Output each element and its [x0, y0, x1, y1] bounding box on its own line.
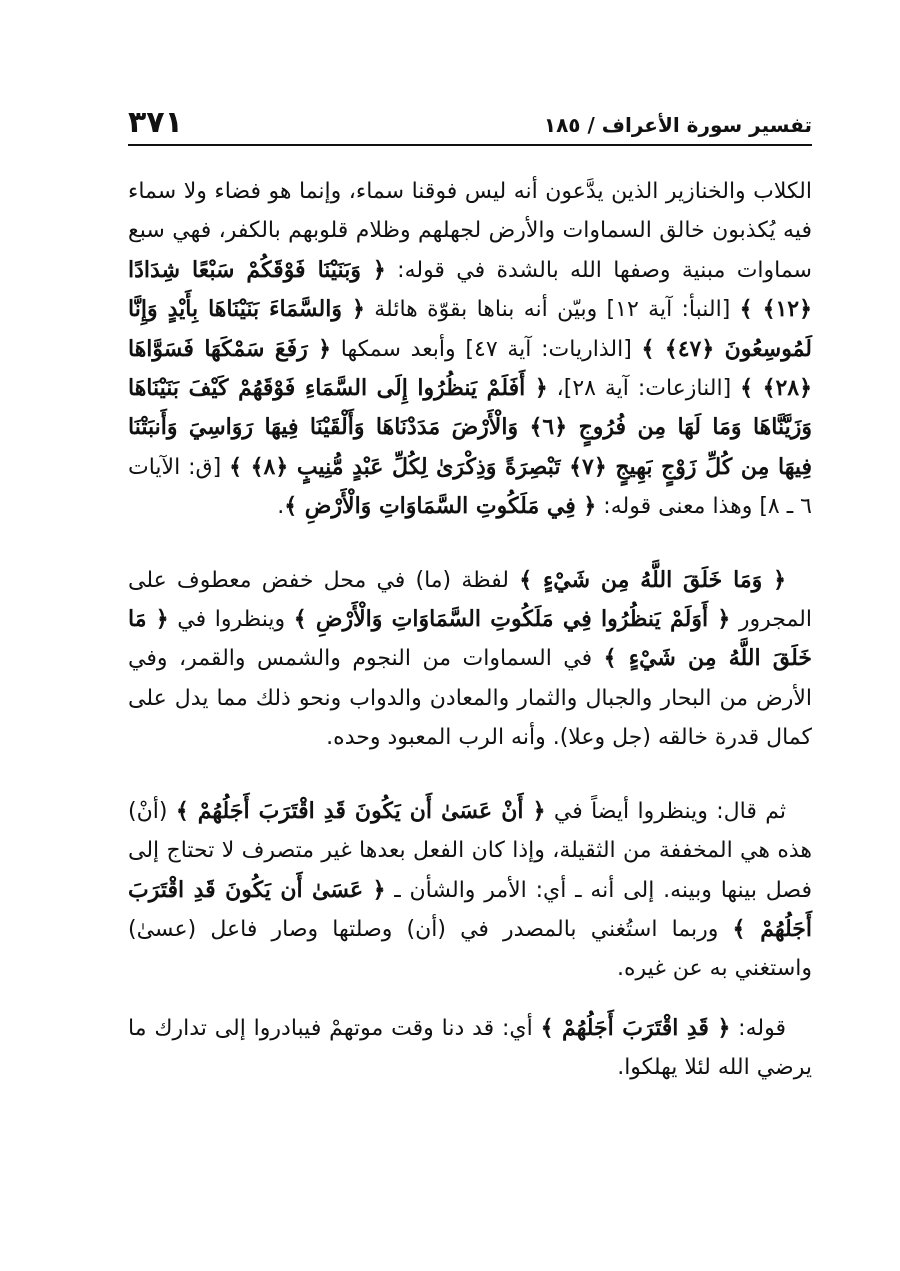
- paragraph-2: [128, 561, 812, 758]
- quran-verse: ﴿ قَدِ اقْتَرَبَ أَجَلُهُمْ ﴾: [540, 1014, 731, 1041]
- quran-verse: ﴿ وَبَنَيْنَا فَوْقَكُمْ سَبْعًا شِدَادًا ﴿١٢﴾ ﴾: [128, 256, 812, 323]
- text-segment: .: [277, 494, 285, 520]
- text-segment: في السماوات من النجوم والشمس والقمر، وفي الأرض من البحار والجبال والثمار والمعادن والدواب ونحو ذلك مما يدل على كمال قدرة خالقه (جل وعلا). وأنه الرب المعبود وحده.: [128, 646, 812, 751]
- quran-verse: ﴿ رَفَعَ سَمْكَهَا فَسَوَّاهَا ﴿٢٨﴾ ﴾: [128, 335, 812, 402]
- text-segment: ثم قال: وينظروا أيضاً في: [545, 798, 786, 824]
- text-segment: لفظة (ما) في محل خفض معطوف على المجرور: [128, 567, 812, 633]
- text-segment: وينظروا في: [168, 607, 294, 633]
- quran-verse: ﴿ وَالسَّمَاءَ بَنَيْنَاهَا بِأَيْدٍ وَإِنَّا لَمُوسِعُونَ ﴿٤٧﴾ ﴾: [128, 296, 812, 362]
- quran-verse: ﴿ مَا خَلَقَ اللَّهُ مِن شَيْءٍ ﴾: [128, 606, 812, 672]
- quran-verse: ﴿ عَسَىٰ أَن يَكُونَ قَدِ اقْتَرَبَ أَجَلُهُمْ ﴾: [128, 876, 812, 942]
- page-number: ٣٧١: [128, 105, 183, 140]
- text-segment: [الذاريات: آية ٤٧] وأبعد سمكها: [331, 336, 642, 362]
- quran-verse: ﴿ فِي مَلَكُوتِ السَّمَاوَاتِ وَالْأَرْضِ ﴾: [284, 493, 597, 520]
- text-segment: وربما استُغني بالمصدر في (أن) وصلتها وصار فاعل (عسىٰ) واستغني به عن غيره.: [128, 916, 812, 982]
- paragraph-1: [128, 172, 812, 527]
- text-segment: [ق: الآيات ٦ ـ ٨] وهذا معنى قوله:: [128, 454, 812, 520]
- book-page: [128, 104, 812, 1224]
- text-segment: [النازعات: آية ٢٨]،: [547, 376, 741, 402]
- running-title: تفسير سورة الأعراف / ١٨٥: [543, 113, 812, 137]
- running-header: [128, 104, 812, 146]
- quran-verse: ﴿ أَفَلَمْ يَنظُرُوا إِلَى السَّمَاءِ فَوْقَهُمْ كَيْفَ بَنَيْنَاهَا وَزَيَّنَّاهَا وَمَا لَهَا مِن فُرُوجٍ ﴿٦﴾ وَالْأَرْضَ مَدَدْنَاهَا وَأَلْقَيْنَا فِيهَا رَوَاسِيَ وَأَنبَتْنَا فِيهَا مِن كُلِّ زَوْجٍ بَهِيجٍ ﴿٧﴾ تَبْصِرَةً وَذِكْرَىٰ لِكُلِّ عَبْدٍ مُّنِيبٍ ﴿٨﴾ ﴾: [128, 375, 812, 480]
- text-segment: [النبأ: آية ١٢] وبيّن أنه بناها بقوّة هائلة: [364, 297, 740, 323]
- text-segment: أي: قد دنا وقت موتهمْ فيبادروا إلى تدارك ما يرضي الله لئلا يهلكوا.: [128, 1015, 812, 1081]
- body-text: [128, 172, 812, 1088]
- quran-verse: ﴿ أَوَلَمْ يَنظُرُوا فِي مَلَكُوتِ السَّمَاوَاتِ وَالْأَرْضِ ﴾: [293, 606, 731, 633]
- quran-verse: ﴿ أَنْ عَسَىٰ أَن يَكُونَ قَدِ اقْتَرَبَ أَجَلُهُمْ ﴾: [175, 797, 546, 824]
- paragraph-4: [128, 1009, 812, 1088]
- text-segment: (أنْ) هذه هي المخففة من الثقيلة، وإذا كان الفعل بعدها غير متصرف لا تحتاج إلى فصل بينها وبينه. إلى أنه ـ أي: الأمر والشأن ـ: [128, 798, 812, 903]
- paragraph-3: [128, 792, 812, 989]
- text-segment: قوله:: [730, 1015, 786, 1041]
- text-segment: الكلاب والخنازير الذين يدَّعون أنه ليس فوقنا سماء، وإنما هو فضاء ولا سماء فيه يُكذبون خالق السماوات والأرض لجهلهم وظلام قلوبهم بالكفر، فهي سبع سماوات مبنية وصفها الله بالشدة في قوله:: [128, 179, 812, 283]
- quran-verse: ﴿ وَمَا خَلَقَ اللَّهُ مِن شَيْءٍ ﴾: [519, 566, 786, 593]
